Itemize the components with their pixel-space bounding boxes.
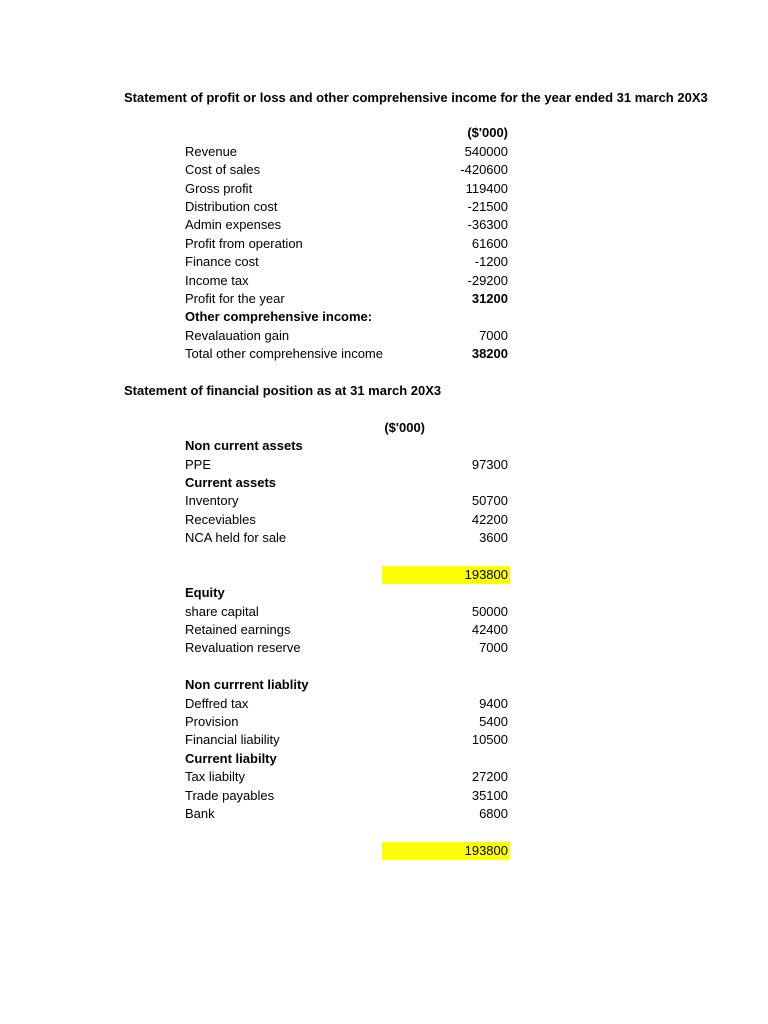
pl-value: 540000 (464, 144, 508, 159)
fp-label: NCA held for sale (185, 530, 287, 545)
pl-unit: ($'000) (467, 125, 508, 140)
fp-label: Tax liabilty (185, 769, 245, 784)
fp-value: 35100 (471, 788, 508, 803)
fp-section-heading: Current liabilty (185, 751, 277, 766)
fp-label: Provision (185, 714, 239, 729)
pl-value: 119400 (465, 181, 508, 196)
fp-label: Financial liability (185, 732, 280, 747)
fp-value: 50000 (471, 604, 508, 619)
fp-label: Inventory (185, 493, 239, 508)
fp-value: 7000 (479, 640, 508, 655)
fp-value: 5400 (479, 714, 508, 729)
fp-label: Trade payables (185, 788, 275, 803)
pl-label: Revalauation gain (185, 328, 290, 343)
pl-value: -29200 (467, 273, 508, 288)
pl-value: -36300 (467, 217, 508, 232)
fp-label: Receviables (185, 512, 256, 527)
pl-label: Revenue (185, 144, 238, 159)
fp-value: 9400 (479, 696, 508, 711)
pl-label: Distribution cost (185, 199, 278, 214)
fp-value: 42400 (471, 622, 508, 637)
pl-label: Cost of sales (185, 162, 261, 177)
pl-value: -1200 (474, 254, 508, 269)
fp-value: 50700 (471, 493, 508, 508)
fp-title: Statement of financial position as at 31 march 20X3 (124, 383, 442, 398)
total-equity-liabilities-value: 193800 (464, 843, 508, 858)
pl-label: Income tax (185, 273, 249, 288)
fp-section-heading: Current assets (185, 475, 277, 490)
pl-value: -420600 (460, 162, 508, 177)
fp-unit: ($'000) (384, 420, 425, 435)
pl-label: Total other comprehensive income (185, 346, 383, 361)
fp-section-heading: Non current assets (185, 438, 303, 453)
pl-value: 7000 (479, 328, 508, 343)
pl-label: Profit for the year (185, 291, 285, 306)
pl-value: 31200 (471, 291, 508, 306)
pl-title: Statement of profit or loss and other comprehensive income for the year ended 31 march 20X3 (124, 90, 708, 105)
pl-section-heading: Other comprehensive income: (185, 309, 373, 324)
fp-label: Retained earnings (185, 622, 291, 637)
fp-value: 97300 (471, 457, 508, 472)
fp-value: 6800 (479, 806, 508, 821)
fp-value: 27200 (471, 769, 508, 784)
pl-label: Gross profit (185, 181, 253, 196)
pl-value: 61600 (471, 236, 508, 251)
fp-label: Deffred tax (185, 696, 249, 711)
fp-value: 10500 (471, 732, 508, 747)
fp-label: Revaluation reserve (185, 640, 301, 655)
fp-label: PPE (185, 457, 212, 472)
fp-value: 42200 (471, 512, 508, 527)
fp-value: 3600 (479, 530, 508, 545)
fp-section-heading: Non currrent liablity (185, 677, 309, 692)
total-equity-liabilities-highlight (382, 842, 510, 860)
pl-value: 38200 (471, 346, 508, 361)
fp-label: share capital (185, 604, 259, 619)
pl-label: Finance cost (185, 254, 259, 269)
pl-label: Admin expenses (185, 217, 282, 232)
fp-section-heading: Equity (185, 585, 225, 600)
pl-value: -21500 (467, 199, 508, 214)
fp-label: Bank (185, 806, 215, 821)
total-assets-value: 193800 (464, 567, 508, 582)
total-assets-highlight (382, 566, 510, 584)
pl-label: Profit from operation (185, 236, 303, 251)
